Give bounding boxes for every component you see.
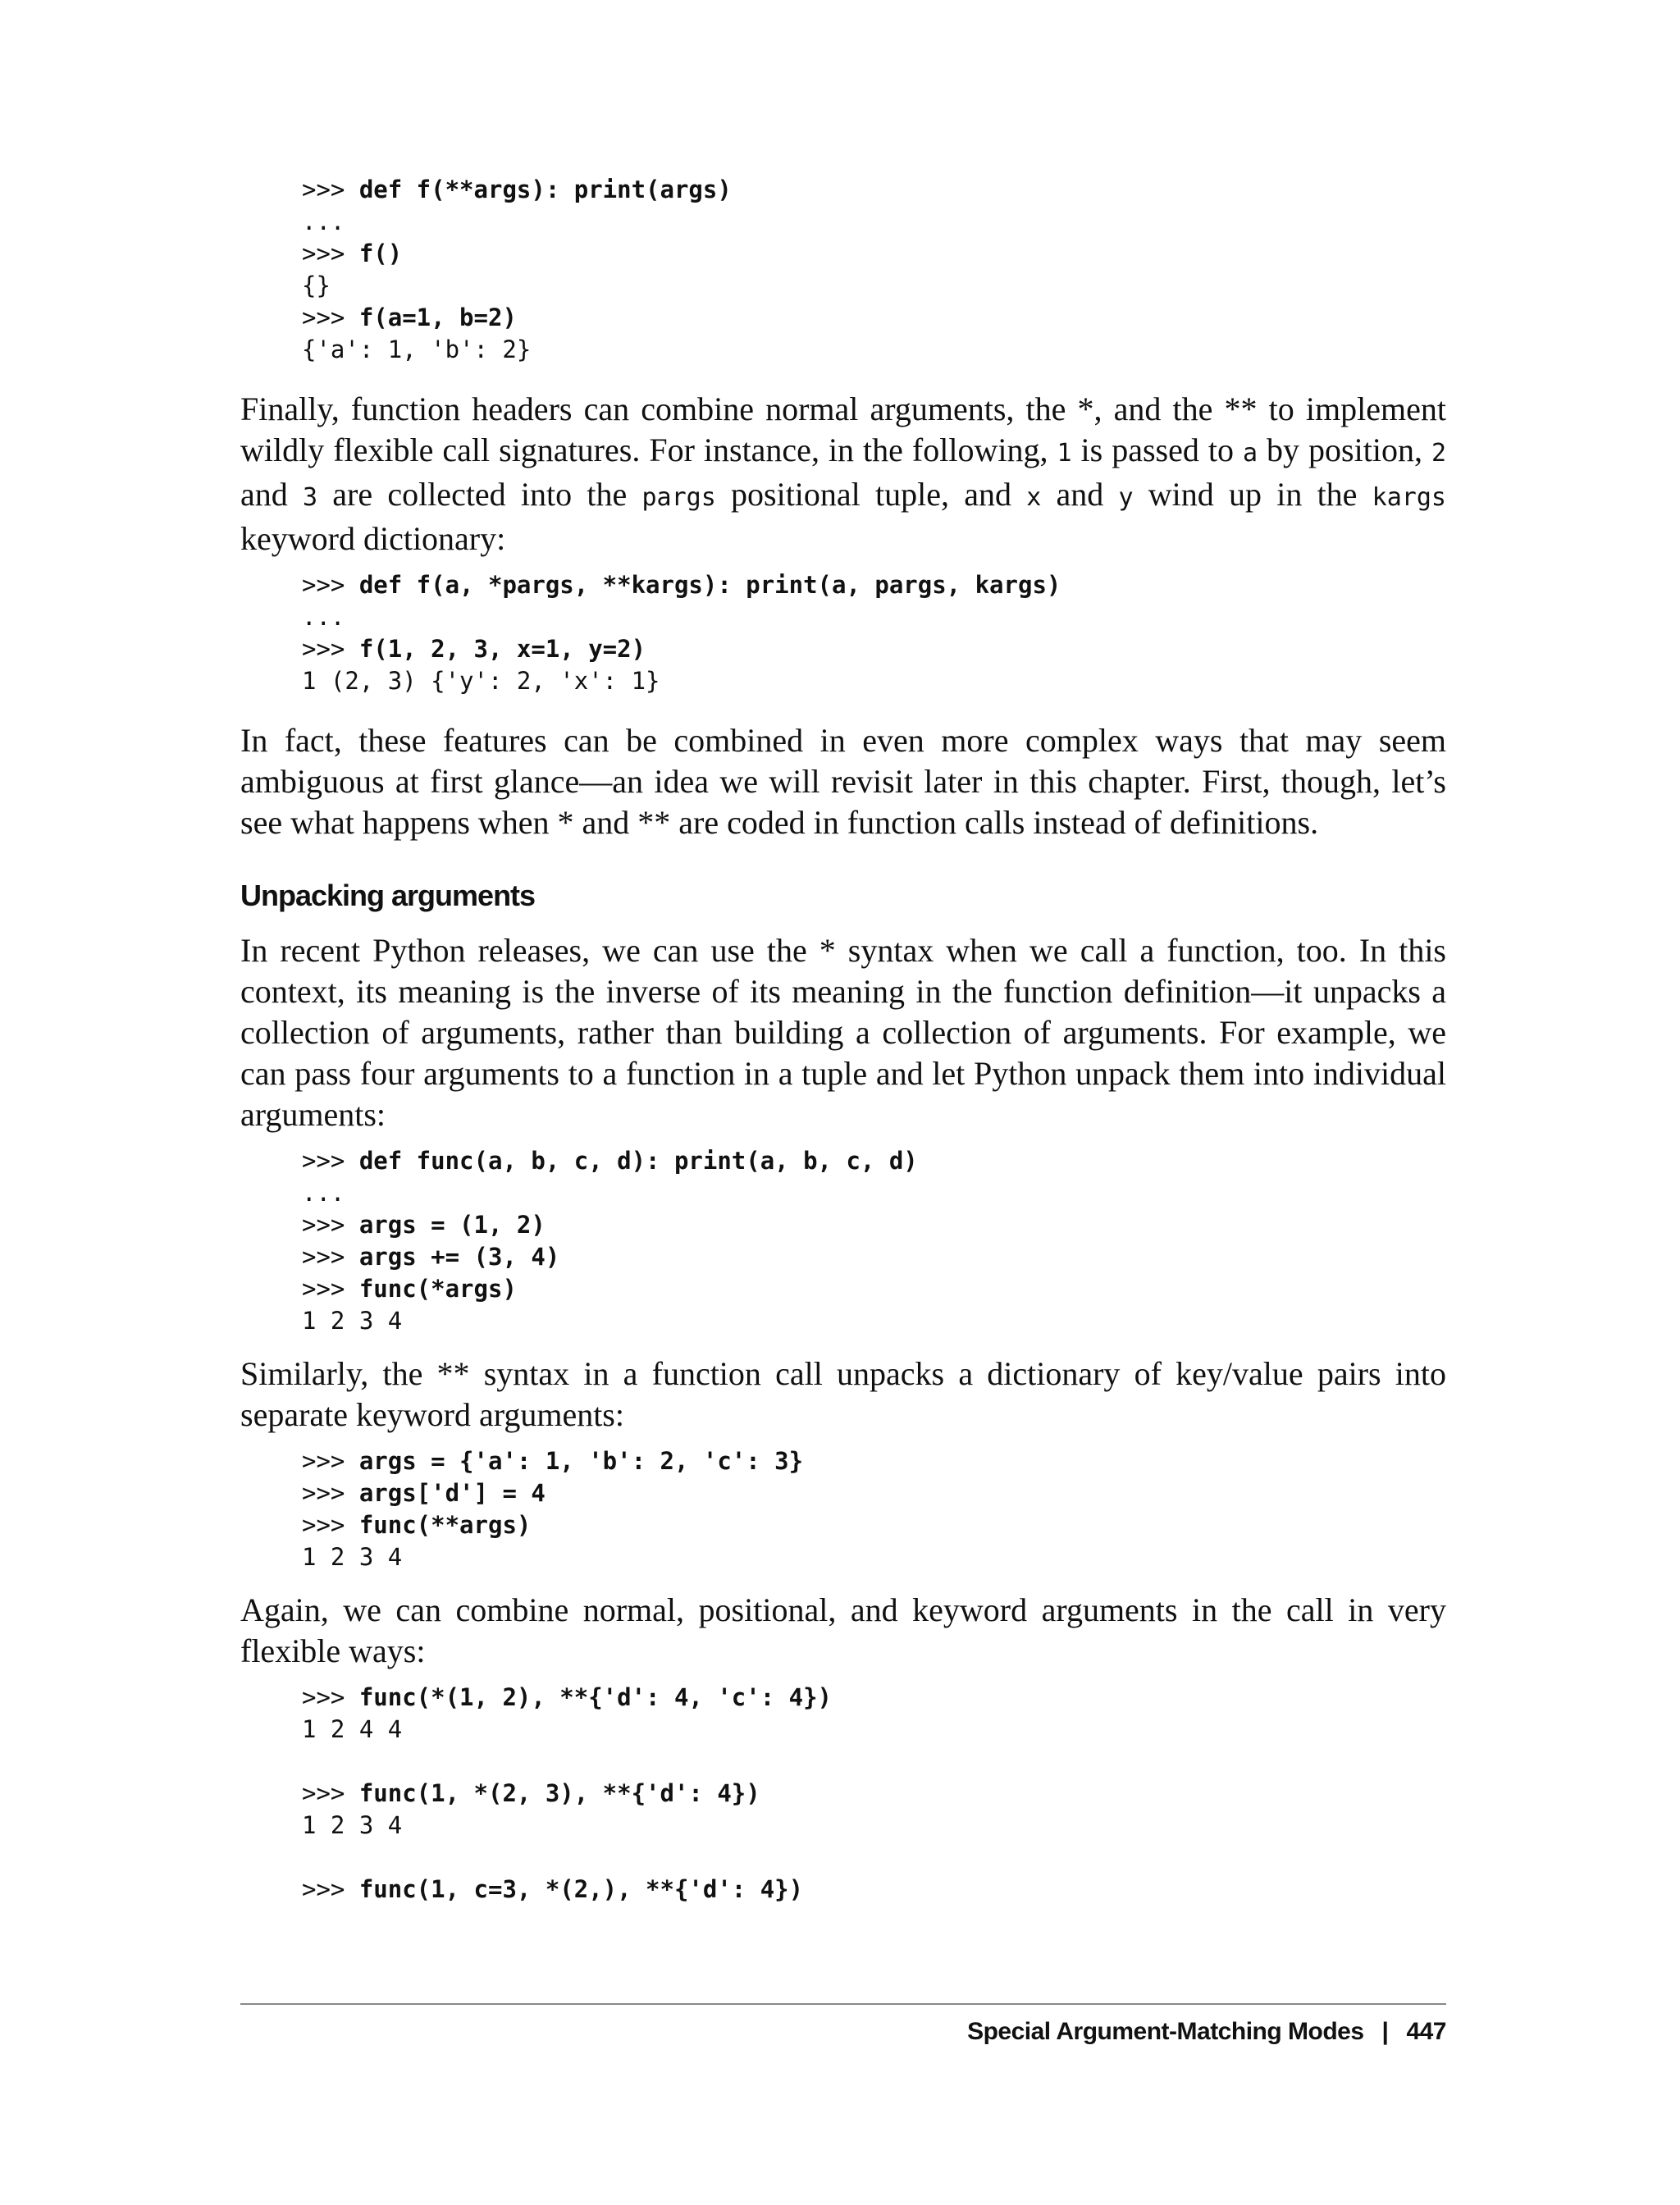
- footer-separator: |: [1381, 2018, 1389, 2045]
- code-line: [302, 1874, 1446, 1906]
- code-line: [302, 1842, 1446, 1874]
- paragraph-complex-ways: In fact, these features can be combined in even more complex ways that may seem ambiguous at first glance—an idea we will revisit later in this chapter. First, though, let’s see what happens when * and ** are coded in function calls instead of definitions.: [240, 722, 1446, 841]
- code-line: [302, 1778, 1446, 1810]
- code-line: [302, 569, 1446, 601]
- paragraph-double-star-syntax: Similarly, the ** syntax in a function call unpacks a dictionary of key/value pairs into separate keyword arguments:: [240, 1355, 1446, 1433]
- code-line: [302, 238, 1446, 270]
- code-text: 1 2 4 4: [302, 1715, 403, 1743]
- code-text: args['d'] = 4: [358, 1479, 546, 1507]
- paragraph-combine-in-call: Again, we can combine normal, positional, and keyword arguments in the call in very flexible ways:: [240, 1591, 1446, 1669]
- code-line: [302, 1273, 1446, 1305]
- code-text: 1 2 3 4: [302, 1543, 403, 1571]
- footer-rule: [240, 2003, 1446, 2005]
- code-line: [302, 1714, 1446, 1746]
- code-line: [302, 1209, 1446, 1241]
- code-prompt: >>>: [302, 1211, 359, 1239]
- code-text: {'a': 1, 'b': 2}: [302, 336, 532, 363]
- code-line: [302, 633, 1446, 665]
- code-text: ...: [302, 208, 345, 235]
- code-prompt: >>>: [302, 571, 359, 599]
- code-prompt: >>>: [302, 1447, 359, 1475]
- code-text: args += (3, 4): [358, 1243, 560, 1271]
- code-text: 1 2 3 4: [302, 1307, 403, 1335]
- code-line: [302, 270, 1446, 302]
- code-prompt: >>>: [302, 1875, 359, 1903]
- code-block-mixed-calls: [302, 1682, 1446, 1906]
- code-text: {}: [302, 272, 331, 299]
- code-text: 1 (2, 3) {'y': 2, 'x': 1}: [302, 667, 660, 695]
- page-footer: [967, 2018, 1446, 2046]
- code-line: [302, 302, 1446, 334]
- code-prompt: >>>: [302, 1683, 359, 1711]
- paragraph-star-syntax: In recent Python releases, we can use the * syntax when we call a function, too. In this context, its meaning is the inverse of its meaning in the function definition—it unpacks a collection of arguments, rather than building a collection of arguments. For example, we can pass four arguments to a function in a tuple and let Python unpack them into individual arguments:: [240, 932, 1446, 1133]
- page-content: [240, 174, 1446, 1906]
- code-line: [302, 206, 1446, 238]
- code-text: 1 2 3 4: [302, 1811, 403, 1839]
- code-text: def func(a, b, c, d): print(a, b, c, d): [358, 1147, 918, 1175]
- code-line: [302, 1477, 1446, 1509]
- page-number: 447: [1406, 2018, 1446, 2045]
- code-line: [302, 1241, 1446, 1273]
- code-text: args = (1, 2): [358, 1211, 546, 1239]
- code-text: f(): [358, 240, 403, 267]
- code-block-kwargs-dict: [302, 174, 1446, 366]
- running-section-title: Special Argument-Matching Modes: [967, 2018, 1364, 2045]
- code-line: [302, 665, 1446, 697]
- code-line: [302, 174, 1446, 206]
- code-text: func(*args): [358, 1275, 517, 1303]
- code-prompt: >>>: [302, 1243, 359, 1271]
- code-line: [302, 1509, 1446, 1541]
- code-text: f(a=1, b=2): [358, 304, 517, 331]
- code-text: def f(**args): print(args): [358, 176, 732, 203]
- code-line: [302, 1305, 1446, 1337]
- code-text: ...: [302, 1179, 345, 1207]
- code-text: ...: [302, 603, 345, 631]
- code-line: [302, 1541, 1446, 1573]
- code-prompt: >>>: [302, 1511, 359, 1539]
- code-text: f(1, 2, 3, x=1, y=2): [358, 635, 646, 663]
- code-block-pargs-kargs: [302, 569, 1446, 697]
- paragraph-combined-headers: Finally, function headers can combine normal arguments, the *, and the ** to implement wildly flexible call signatures. For instance, in the following, 1 is passed to a by position, 2 and 3 are collected into the pargs positional tuple, and x and y wind up in the kargs keyword dictionary:: [240, 390, 1446, 557]
- code-line: [302, 1445, 1446, 1477]
- code-block-func-double-star-args: [302, 1445, 1446, 1573]
- code-text: def f(a, *pargs, **kargs): print(a, pargs, kargs): [358, 571, 1061, 599]
- code-prompt: >>>: [302, 1275, 359, 1303]
- code-text: func(*(1, 2), **{'d': 4, 'c': 4}): [358, 1683, 833, 1711]
- code-line: [302, 1746, 1446, 1778]
- code-line: [302, 1682, 1446, 1714]
- code-prompt: >>>: [302, 176, 359, 203]
- section-heading-unpacking: Unpacking arguments: [240, 879, 536, 912]
- code-text: args = {'a': 1, 'b': 2, 'c': 3}: [358, 1447, 804, 1475]
- code-text: func(1, *(2, 3), **{'d': 4}): [358, 1779, 760, 1807]
- code-text: func(1, c=3, *(2,), **{'d': 4}): [358, 1875, 804, 1903]
- code-prompt: >>>: [302, 1779, 359, 1807]
- code-prompt: >>>: [302, 1479, 359, 1507]
- code-block-func-star-args: [302, 1145, 1446, 1337]
- code-prompt: >>>: [302, 635, 359, 663]
- code-line: [302, 601, 1446, 633]
- code-prompt: >>>: [302, 1147, 359, 1175]
- code-line: [302, 334, 1446, 366]
- code-line: [302, 1145, 1446, 1177]
- code-line: [302, 1177, 1446, 1209]
- code-text: func(**args): [358, 1511, 532, 1539]
- code-prompt: >>>: [302, 240, 359, 267]
- code-prompt: >>>: [302, 304, 359, 331]
- code-line: [302, 1810, 1446, 1842]
